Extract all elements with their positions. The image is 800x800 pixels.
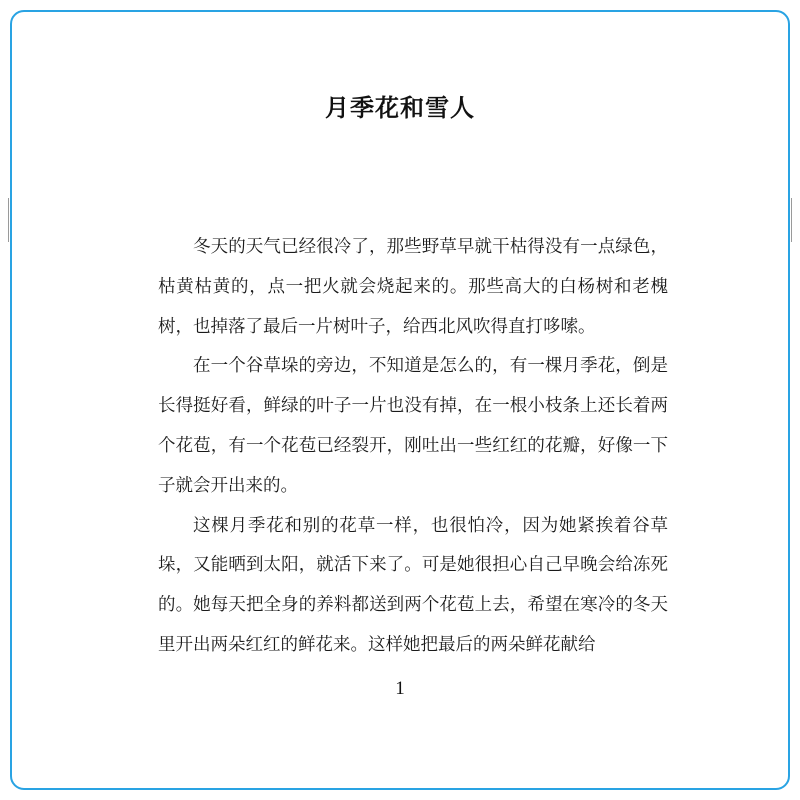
crop-mark-left	[8, 198, 9, 242]
story-title: 月季花和雪人	[325, 93, 475, 122]
crop-mark-right	[791, 198, 792, 242]
paragraph-1: 冬天的天气已经很冷了，那些野草早就干枯得没有一点绿色，枯黄枯黄的，点一把火就会烧起来的。那些高大的白杨树和老槐树，也掉落了最后一片树叶子，给西北风吹得直打哆嗦。	[158, 237, 668, 337]
page-number: 1	[395, 678, 405, 699]
paragraph-3: 这棵月季花和别的花草一样，也很怕冷，因为她紧挨着谷草垛，又能晒到太阳，就活下来了。可是她很担心自己早晚会给冻死的。她每天把全身的养料都送到两个花苞上去，希望在寒冷的冬天里开出两朵红红的鲜花来。这样她把最后的两朵鲜花献给	[158, 515, 668, 655]
story-body	[158, 228, 668, 666]
paragraph-2: 在一个谷草垛的旁边，不知道是怎么的，有一棵月季花，倒是长得挺好看，鲜绿的叶子一片也没有掉，在一根小枝条上还长着两个花苞，有一个花苞已经裂开，刚吐出一些红红的花瓣，好像一下子就会开出来的。	[158, 356, 668, 496]
